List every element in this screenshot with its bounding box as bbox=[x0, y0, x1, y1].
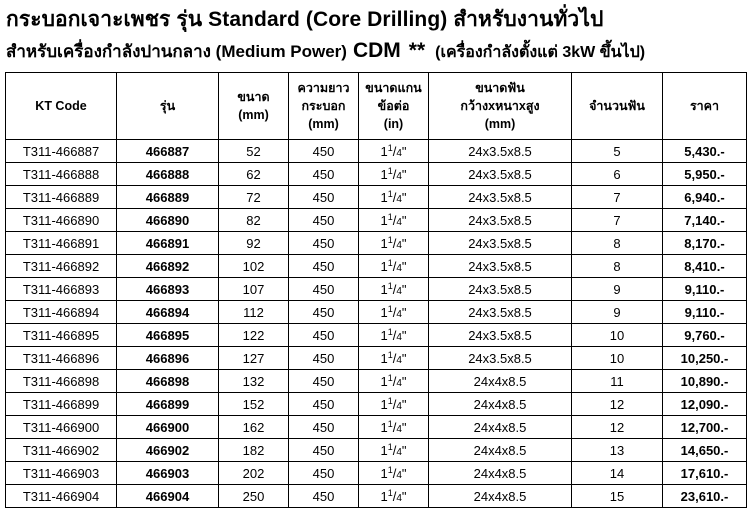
table-row bbox=[6, 255, 747, 278]
length-cell: 450 bbox=[289, 485, 359, 508]
table-row bbox=[6, 140, 747, 163]
teeth-count-cell: 7 bbox=[572, 186, 663, 209]
shank-numerator: 1 bbox=[387, 350, 393, 360]
table-row bbox=[6, 163, 747, 186]
model-cell: 466891 bbox=[117, 232, 219, 255]
kt-code-cell: T311-466891 bbox=[6, 232, 117, 255]
tooth-size-cell: 24x3.5x8.5 bbox=[429, 301, 572, 324]
length-cell: 450 bbox=[289, 278, 359, 301]
table-row bbox=[6, 347, 747, 370]
shank-numerator: 1 bbox=[387, 304, 393, 314]
price-cell: 9,110.- bbox=[663, 301, 747, 324]
shank-numerator: 1 bbox=[387, 465, 393, 475]
teeth-count-cell: 11 bbox=[572, 370, 663, 393]
kt-code-cell: T311-466903 bbox=[6, 462, 117, 485]
shank-numerator: 1 bbox=[387, 488, 393, 498]
teeth-count-cell: 6 bbox=[572, 163, 663, 186]
length-cell: 450 bbox=[289, 301, 359, 324]
shank-whole: 1 bbox=[380, 420, 388, 435]
shank-denominator: 4 bbox=[396, 309, 402, 320]
size-cell: 250 bbox=[219, 485, 289, 508]
tooth-size-cell: 24x4x8.5 bbox=[429, 485, 572, 508]
shank-whole: 1 bbox=[380, 397, 388, 412]
kt-code-cell: T311-466888 bbox=[6, 163, 117, 186]
model-cell: 466895 bbox=[117, 324, 219, 347]
shank-denominator: 4 bbox=[396, 355, 402, 366]
tooth-size-cell: 24x3.5x8.5 bbox=[429, 209, 572, 232]
teeth-count-cell: 12 bbox=[572, 393, 663, 416]
page-subtitle bbox=[6, 38, 645, 65]
shank-numerator: 1 bbox=[387, 235, 393, 245]
shank-denominator: 4 bbox=[396, 263, 402, 274]
subtitle-cdm: CDM bbox=[352, 39, 401, 62]
price-cell: 9,760.- bbox=[663, 324, 747, 347]
shank-cell: $1^1/4$" bbox=[359, 439, 429, 462]
price-cell: 12,090.- bbox=[663, 393, 747, 416]
shank-denominator: 4 bbox=[396, 148, 402, 159]
header-tooth-size: ขนาดฟัน กว้างxหนาxสูง (mm) bbox=[429, 73, 572, 140]
size-cell: 102 bbox=[219, 255, 289, 278]
table-row bbox=[6, 209, 747, 232]
tooth-size-cell: 24x4x8.5 bbox=[429, 393, 572, 416]
size-cell: 112 bbox=[219, 301, 289, 324]
subtitle-note: (เครื่องกำลังตั้งแต่ 3kW ขึ้นไป) bbox=[435, 44, 646, 61]
tooth-size-cell: 24x3.5x8.5 bbox=[429, 347, 572, 370]
subtitle-stars: ** bbox=[408, 39, 426, 62]
header-model: รุ่น bbox=[117, 73, 219, 140]
table-row bbox=[6, 462, 747, 485]
teeth-count-cell: 10 bbox=[572, 324, 663, 347]
teeth-count-cell: 13 bbox=[572, 439, 663, 462]
shank-numerator: 1 bbox=[387, 143, 393, 153]
length-cell: 450 bbox=[289, 439, 359, 462]
page-title: กระบอกเจาะเพชร รุ่น Standard (Core Drilling) สำหรับงานทั่วไป bbox=[6, 8, 604, 31]
shank-denominator: 4 bbox=[396, 470, 402, 481]
size-cell: 162 bbox=[219, 416, 289, 439]
price-cell: 17,610.- bbox=[663, 462, 747, 485]
shank-whole: 1 bbox=[380, 144, 388, 159]
size-cell: 132 bbox=[219, 370, 289, 393]
shank-cell: $1^1/4$" bbox=[359, 301, 429, 324]
header-size: ขนาด (mm) bbox=[219, 73, 289, 140]
shank-denominator: 4 bbox=[396, 447, 402, 458]
shank-cell: $1^1/4$" bbox=[359, 324, 429, 347]
core-drill-table bbox=[5, 72, 747, 508]
shank-numerator: 1 bbox=[387, 166, 393, 176]
kt-code-cell: T311-466899 bbox=[6, 393, 117, 416]
model-cell: 466890 bbox=[117, 209, 219, 232]
tooth-size-cell: 24x3.5x8.5 bbox=[429, 278, 572, 301]
shank-cell: $1^1/4$" bbox=[359, 416, 429, 439]
tooth-size-cell: 24x3.5x8.5 bbox=[429, 324, 572, 347]
header-price: ราคา bbox=[663, 73, 747, 140]
price-cell: 12,700.- bbox=[663, 416, 747, 439]
size-cell: 127 bbox=[219, 347, 289, 370]
model-cell: 466888 bbox=[117, 163, 219, 186]
shank-denominator: 4 bbox=[396, 401, 402, 412]
kt-code-cell: T311-466894 bbox=[6, 301, 117, 324]
shank-whole: 1 bbox=[380, 259, 388, 274]
kt-code-cell: T311-466902 bbox=[6, 439, 117, 462]
shank-cell: $1^1/4$" bbox=[359, 186, 429, 209]
shank-whole: 1 bbox=[380, 190, 388, 205]
shank-numerator: 1 bbox=[387, 258, 393, 268]
shank-cell: $1^1/4$" bbox=[359, 140, 429, 163]
model-cell: 466893 bbox=[117, 278, 219, 301]
length-cell: 450 bbox=[289, 255, 359, 278]
teeth-count-cell: 8 bbox=[572, 255, 663, 278]
teeth-count-cell: 15 bbox=[572, 485, 663, 508]
tooth-size-cell: 24x3.5x8.5 bbox=[429, 232, 572, 255]
tooth-size-cell: 24x3.5x8.5 bbox=[429, 255, 572, 278]
kt-code-cell: T311-466893 bbox=[6, 278, 117, 301]
shank-numerator: 1 bbox=[387, 396, 393, 406]
kt-code-cell: T311-466889 bbox=[6, 186, 117, 209]
model-cell: 466903 bbox=[117, 462, 219, 485]
size-cell: 62 bbox=[219, 163, 289, 186]
shank-numerator: 1 bbox=[387, 419, 393, 429]
price-cell: 6,940.- bbox=[663, 186, 747, 209]
shank-denominator: 4 bbox=[396, 194, 402, 205]
shank-numerator: 1 bbox=[387, 189, 393, 199]
shank-denominator: 4 bbox=[396, 286, 402, 297]
tooth-size-cell: 24x3.5x8.5 bbox=[429, 163, 572, 186]
price-cell: 5,950.- bbox=[663, 163, 747, 186]
length-cell: 450 bbox=[289, 462, 359, 485]
shank-whole: 1 bbox=[380, 351, 388, 366]
length-cell: 450 bbox=[289, 416, 359, 439]
shank-whole: 1 bbox=[380, 443, 388, 458]
header-teeth-count: จำนวนฟัน bbox=[572, 73, 663, 140]
shank-denominator: 4 bbox=[396, 332, 402, 343]
table-row bbox=[6, 278, 747, 301]
teeth-count-cell: 9 bbox=[572, 301, 663, 324]
table-row bbox=[6, 416, 747, 439]
shank-cell: $1^1/4$" bbox=[359, 370, 429, 393]
kt-code-cell: T311-466898 bbox=[6, 370, 117, 393]
header-kt-code: KT Code bbox=[6, 73, 117, 140]
shank-cell: $1^1/4$" bbox=[359, 163, 429, 186]
teeth-count-cell: 8 bbox=[572, 232, 663, 255]
price-cell: 5,430.- bbox=[663, 140, 747, 163]
shank-cell: $1^1/4$" bbox=[359, 255, 429, 278]
price-cell: 7,140.- bbox=[663, 209, 747, 232]
model-cell: 466902 bbox=[117, 439, 219, 462]
price-cell: 14,650.- bbox=[663, 439, 747, 462]
teeth-count-cell: 12 bbox=[572, 416, 663, 439]
shank-numerator: 1 bbox=[387, 281, 393, 291]
size-cell: 82 bbox=[219, 209, 289, 232]
shank-whole: 1 bbox=[380, 305, 388, 320]
model-cell: 466892 bbox=[117, 255, 219, 278]
size-cell: 182 bbox=[219, 439, 289, 462]
teeth-count-cell: 9 bbox=[572, 278, 663, 301]
length-cell: 450 bbox=[289, 393, 359, 416]
size-cell: 52 bbox=[219, 140, 289, 163]
teeth-count-cell: 5 bbox=[572, 140, 663, 163]
model-cell: 466899 bbox=[117, 393, 219, 416]
model-cell: 466898 bbox=[117, 370, 219, 393]
tooth-size-cell: 24x3.5x8.5 bbox=[429, 186, 572, 209]
length-cell: 450 bbox=[289, 140, 359, 163]
table-header-row bbox=[6, 73, 747, 140]
header-shank: ขนาดแกน ข้อต่อ (in) bbox=[359, 73, 429, 140]
size-cell: 92 bbox=[219, 232, 289, 255]
shank-denominator: 4 bbox=[396, 217, 402, 228]
header-length: ความยาว กระบอก (mm) bbox=[289, 73, 359, 140]
shank-cell: $1^1/4$" bbox=[359, 278, 429, 301]
table-row bbox=[6, 186, 747, 209]
kt-code-cell: T311-466896 bbox=[6, 347, 117, 370]
table-row bbox=[6, 393, 747, 416]
price-cell: 8,170.- bbox=[663, 232, 747, 255]
price-cell: 10,250.- bbox=[663, 347, 747, 370]
length-cell: 450 bbox=[289, 324, 359, 347]
shank-cell: $1^1/4$" bbox=[359, 462, 429, 485]
kt-code-cell: T311-466887 bbox=[6, 140, 117, 163]
shank-cell: $1^1/4$" bbox=[359, 232, 429, 255]
shank-denominator: 4 bbox=[396, 240, 402, 251]
shank-cell: $1^1/4$" bbox=[359, 485, 429, 508]
length-cell: 450 bbox=[289, 370, 359, 393]
shank-denominator: 4 bbox=[396, 171, 402, 182]
shank-cell: $1^1/4$" bbox=[359, 209, 429, 232]
table-row bbox=[6, 324, 747, 347]
model-cell: 466889 bbox=[117, 186, 219, 209]
table-row bbox=[6, 370, 747, 393]
model-cell: 466887 bbox=[117, 140, 219, 163]
tooth-size-cell: 24x3.5x8.5 bbox=[429, 140, 572, 163]
price-cell: 10,890.- bbox=[663, 370, 747, 393]
shank-numerator: 1 bbox=[387, 212, 393, 222]
size-cell: 152 bbox=[219, 393, 289, 416]
length-cell: 450 bbox=[289, 209, 359, 232]
size-cell: 202 bbox=[219, 462, 289, 485]
shank-numerator: 1 bbox=[387, 327, 393, 337]
table-body bbox=[6, 140, 747, 508]
kt-code-cell: T311-466904 bbox=[6, 485, 117, 508]
table-row bbox=[6, 232, 747, 255]
teeth-count-cell: 14 bbox=[572, 462, 663, 485]
tooth-size-cell: 24x4x8.5 bbox=[429, 370, 572, 393]
length-cell: 450 bbox=[289, 186, 359, 209]
kt-code-cell: T311-466895 bbox=[6, 324, 117, 347]
shank-denominator: 4 bbox=[396, 493, 402, 504]
price-cell: 23,610.- bbox=[663, 485, 747, 508]
shank-whole: 1 bbox=[380, 489, 388, 504]
tooth-size-cell: 24x4x8.5 bbox=[429, 439, 572, 462]
kt-code-cell: T311-466900 bbox=[6, 416, 117, 439]
shank-cell: $1^1/4$" bbox=[359, 393, 429, 416]
table-row bbox=[6, 439, 747, 462]
shank-cell: $1^1/4$" bbox=[359, 347, 429, 370]
size-cell: 72 bbox=[219, 186, 289, 209]
shank-whole: 1 bbox=[380, 236, 388, 251]
model-cell: 466900 bbox=[117, 416, 219, 439]
model-cell: 466904 bbox=[117, 485, 219, 508]
shank-whole: 1 bbox=[380, 282, 388, 297]
shank-denominator: 4 bbox=[396, 424, 402, 435]
length-cell: 450 bbox=[289, 163, 359, 186]
tooth-size-cell: 24x4x8.5 bbox=[429, 416, 572, 439]
subtitle-main: สำหรับเครื่องกำลังปานกลาง (Medium Power) bbox=[6, 42, 347, 61]
tooth-size-cell: 24x4x8.5 bbox=[429, 462, 572, 485]
length-cell: 450 bbox=[289, 347, 359, 370]
shank-whole: 1 bbox=[380, 374, 388, 389]
kt-code-cell: T311-466892 bbox=[6, 255, 117, 278]
model-cell: 466894 bbox=[117, 301, 219, 324]
price-cell: 8,410.- bbox=[663, 255, 747, 278]
shank-whole: 1 bbox=[380, 328, 388, 343]
shank-whole: 1 bbox=[380, 213, 388, 228]
size-cell: 107 bbox=[219, 278, 289, 301]
table-row bbox=[6, 301, 747, 324]
price-cell: 9,110.- bbox=[663, 278, 747, 301]
length-cell: 450 bbox=[289, 232, 359, 255]
model-cell: 466896 bbox=[117, 347, 219, 370]
table-row bbox=[6, 485, 747, 508]
size-cell: 122 bbox=[219, 324, 289, 347]
shank-numerator: 1 bbox=[387, 373, 393, 383]
shank-denominator: 4 bbox=[396, 378, 402, 389]
teeth-count-cell: 7 bbox=[572, 209, 663, 232]
shank-whole: 1 bbox=[380, 466, 388, 481]
shank-whole: 1 bbox=[380, 167, 388, 182]
kt-code-cell: T311-466890 bbox=[6, 209, 117, 232]
shank-numerator: 1 bbox=[387, 442, 393, 452]
teeth-count-cell: 10 bbox=[572, 347, 663, 370]
